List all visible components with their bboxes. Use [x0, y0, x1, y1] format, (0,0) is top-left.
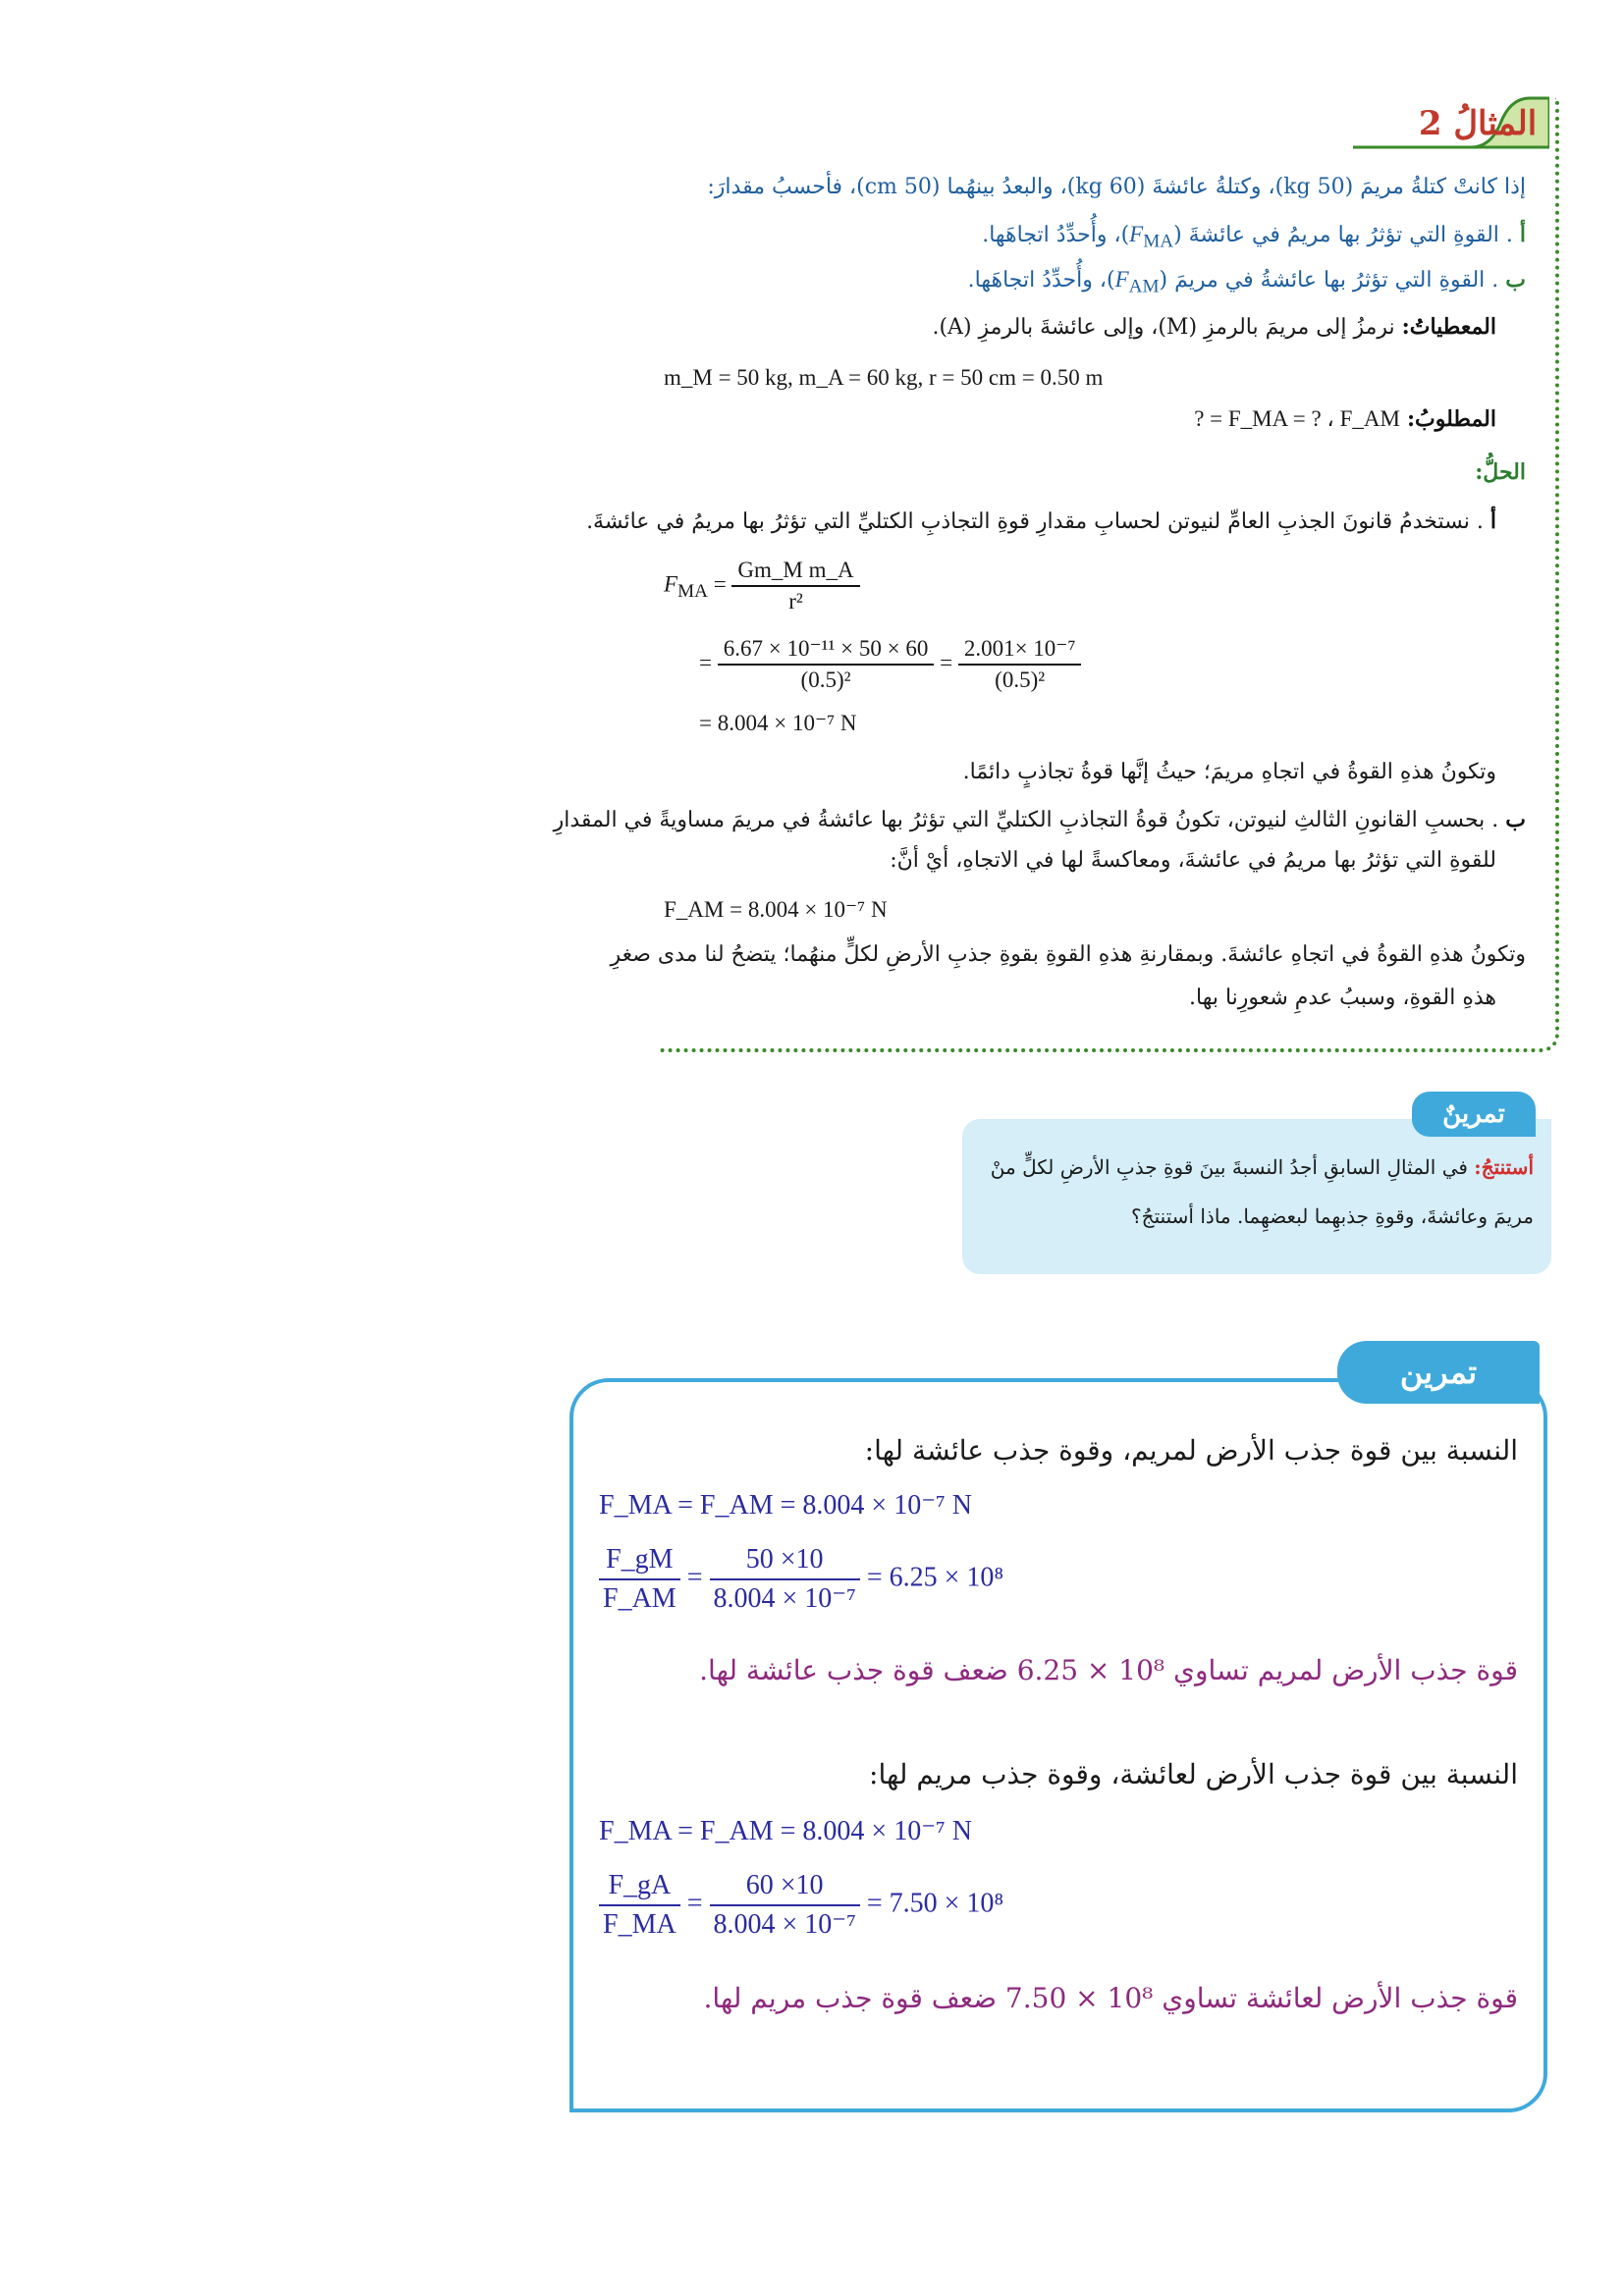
required-text: F_MA = ? ، F_AM = ? [1194, 406, 1400, 431]
part-b-end: )، وأُحدِّدُ اتجاهَها. [967, 268, 1115, 293]
eq2-numerator-1: 6.67 × 10⁻¹¹ × 50 × 60 [718, 634, 935, 666]
ratio-a-value-fraction [710, 1541, 860, 1618]
ratio-b-symbol-fraction [599, 1867, 680, 1944]
eq2-denominator-2: (0.5)² [995, 667, 1046, 692]
answer-conclusion-b: قوة جذب الأرض لعائشة تساوي 10⁸ × 7.50 ضعف قوة جذب مريم لها. [703, 1982, 1518, 2014]
solution-b-line-1 [554, 803, 1526, 837]
eq2-denominator-1: (0.5)² [800, 667, 851, 692]
eq1-lhs: F [664, 571, 678, 597]
sol-b-marker: ب [1505, 807, 1526, 832]
deduce-label: أستنتجُ: [1474, 1155, 1534, 1179]
eq1-lhs-sub: MA [677, 580, 708, 602]
part-a-sub: MA [1143, 231, 1174, 252]
part-b-text: . القوةِ التي تؤثرُ بها عائشةُ في مريمَ ( [1159, 268, 1499, 293]
given-values: m_M = 50 kg, m_A = 60 kg, r = 50 cm = 0.50 m [664, 365, 1104, 390]
solution-a [586, 505, 1496, 539]
eq1-denominator: r² [788, 589, 803, 614]
exercise-line-2: مريمَ وعائشةَ، وقوةِ جذبهِما لبعضهِما. ماذا أستنتجُ؟ [1131, 1204, 1534, 1228]
required-label: المطلوبُ: [1406, 406, 1496, 432]
solution-b-line-2: للقوةِ التي تؤثرُ بها مريمُ في عائشةَ، ومعاكسةً لها في الاتجاهِ، أيْ أنَّ: [890, 848, 1496, 873]
eq1-numerator: Gm_M m_A [731, 556, 859, 587]
exercise-line-1 [991, 1150, 1534, 1184]
given-label: المعطياتُ: [1401, 314, 1496, 340]
solution-label: الحلُّ: [1475, 459, 1526, 485]
ratio-b-den-value: 8.004 × 10⁻⁷ [713, 1909, 856, 1940]
exercise-box [962, 1119, 1551, 1274]
ratio-b-value-fraction [710, 1867, 860, 1944]
equation-3: = 8.004 × 10⁻⁷ N [699, 711, 857, 735]
given-text: نرمزُ إلى مريمَ بالرمزِ (M)، وإلى عائشةَ بالرمزِ (A). [932, 315, 1402, 340]
eq2-fraction-2 [958, 634, 1082, 695]
eq2-fraction-1 [718, 634, 935, 695]
required-line [1194, 402, 1496, 437]
answer-ratio-a: $\frac{F\_gM}{F\_AM}$ = $\frac{50 \times 10}{\text{8.004 × 10⁻⁷}}$ = 6.25 × 10⁸ [599, 1541, 1003, 1618]
ratio-b-num-value: 60 ×10 [710, 1867, 860, 1906]
equation-4: F_AM = 8.004 × 10⁻⁷ N [664, 897, 888, 922]
answer-heading-1: النسبة بين قوة جذب الأرض لمريم، وقوة جذب عائشة لها: [864, 1434, 1518, 1467]
answer-ratio-b: $\frac{F\_gA}{F\_MA}$ = $\frac{60 \times 10}{\text{8.004 × 10⁻⁷}}$ = 7.50 × 10⁸ [599, 1867, 1003, 1944]
ratio-b-den: F_MA [603, 1909, 677, 1940]
part-a-end: )، وأُحدِّدُ اتجاهَها. [982, 223, 1130, 247]
ratio-b-result: = 7.50 × 10⁸ [866, 1888, 1004, 1919]
answer-eq-b1: F_MA = F_AM = 8.004 × 10⁻⁷ N [599, 1816, 972, 1846]
exercise-text-1: في المثالِ السابقِ أجدُ النسبةَ بينَ قوةِ جذبِ الأرضِ لكلٍّ منْ [990, 1155, 1475, 1179]
eq1-fraction [731, 556, 859, 616]
ratio-a-num-value: 50 ×10 [710, 1541, 860, 1580]
part-b-symbol: F [1114, 267, 1129, 292]
part-b-marker: ب [1505, 267, 1526, 293]
sol-a-text: . نستخدمُ قانونَ الجذبِ العامِّ لنيوتن لحسابِ مقدارِ قوةِ التجاذبِ الكتليِّ التي تؤثرُ بها مريمُ في عائشةَ. [586, 509, 1484, 534]
example-part-b [968, 263, 1526, 304]
sol-b-line1: . بحسبِ القانونِ الثالثِ لنيوتن، تكونُ قوةُ التجاذبِ الكتليِّ التي تؤثرُ بها عائشةُ في مريمَ مساويةً في المقدارِ [553, 808, 1499, 832]
part-a-symbol: F [1129, 222, 1144, 246]
sol-a-marker: أ [1489, 508, 1496, 534]
ratio-a-num: F_gM [599, 1541, 680, 1580]
equation-2: = $\frac{\text{6.67 × 10⁻¹¹ × 50 × 60}}{\text{(0.5)²}}$ = $\frac{\text{2.001× 10⁻⁷}}{\text{(0.5)²}}$ [699, 634, 1081, 695]
ratio-a-den-value: 8.004 × 10⁻⁷ [713, 1583, 856, 1614]
sol-b-direction-1: وتكونُ هذهِ القوةُ في اتجاهِ عائشةَ. وبمقارنةِ هذهِ القوةِ بقوةِ جذبِ الأرضِ لكلٍّ منهُما؛ يتضحُ لنا مدى صغرِ [610, 942, 1526, 967]
ratio-b-num: F_gA [599, 1867, 680, 1906]
equation-1: $F_{MA}$ = $\frac{\text{Gm\_M m\_A}}{\text{r²}}$ [664, 556, 860, 616]
example-intro: إذا كانتْ كتلةُ مريمَ (50 kg)، وكتلةُ عائشةَ (60 kg)، والبعدُ بينهُما (50 cm)، فأحسبُ مقدارَ: [707, 175, 1526, 199]
part-a-text: . القوةِ التي تؤثرُ بها مريمُ في عائشةَ ( [1173, 223, 1513, 247]
answer-tab: تمرين [1337, 1341, 1540, 1404]
answer-conclusion-a: قوة جذب الأرض لمريم تساوي 10⁸ × 6.25 ضعف قوة جذب عائشة لها. [699, 1654, 1518, 1686]
ratio-a-symbol-fraction [599, 1541, 680, 1618]
sol-b-direction-2: هذهِ القوةِ، وسببُ عدمِ شعورِنا بها. [1189, 986, 1496, 1010]
sol-a-direction: وتكونُ هذهِ القوةُ في اتجاهِ مريمَ؛ حيثُ إنَّها قوةُ تجاذبٍ دائمًا. [962, 760, 1496, 784]
eq2-numerator-2: 2.001× 10⁻⁷ [958, 634, 1082, 666]
given-line [932, 310, 1496, 345]
ratio-a-result: = 6.25 × 10⁸ [866, 1562, 1004, 1593]
part-a-marker: أ [1519, 222, 1526, 247]
exercise-tab: تمرينٌ [1412, 1092, 1536, 1137]
example-title: المثالُ 2 [1418, 104, 1538, 143]
example-part-a [982, 218, 1526, 259]
answer-eq-a1: F_MA = F_AM = 8.004 × 10⁻⁷ N [599, 1490, 972, 1521]
answer-heading-2: النسبة بين قوة جذب الأرض لعائشة، وقوة جذب مريم لها: [869, 1758, 1518, 1790]
ratio-a-den: F_AM [603, 1583, 677, 1614]
part-b-sub: AM [1128, 276, 1160, 297]
